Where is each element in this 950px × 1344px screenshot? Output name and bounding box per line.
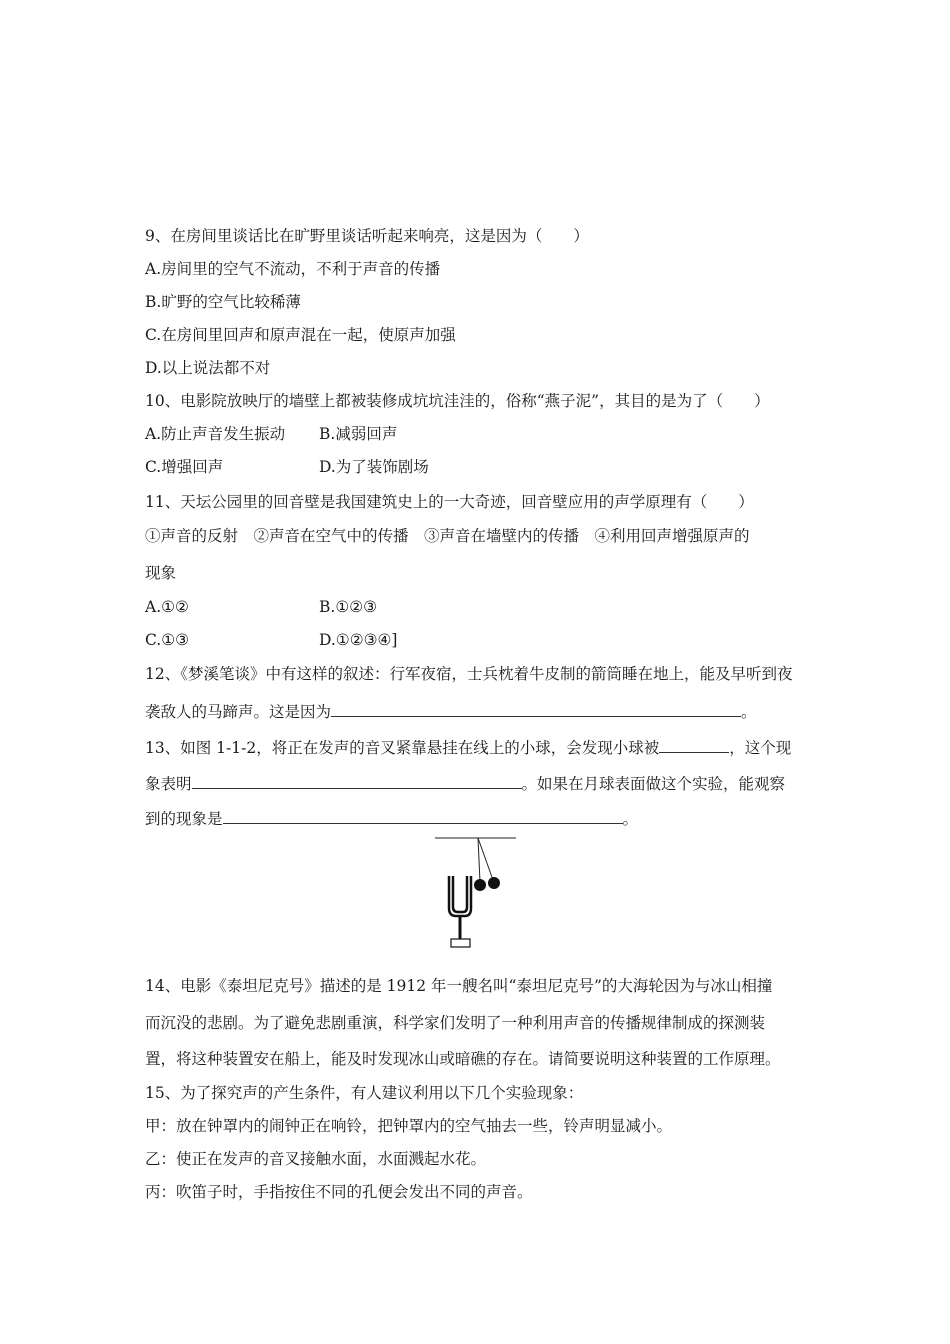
- fork-base: [451, 939, 470, 947]
- q10-options-row1: [145, 424, 398, 444]
- q15-stem: 15、为了探究声的产生条件，有人建议利用以下几个实验现象：: [145, 1084, 584, 1102]
- ball-2: [488, 877, 500, 889]
- q9-option-d: D.以上说法都不对: [145, 359, 271, 377]
- q9-option-b: B.旷野的空气比较稀薄: [145, 293, 301, 311]
- q13-line2: 象表明 。如果在月球表面做这个实验，能观察: [145, 775, 786, 793]
- q15-item-yi: 乙：使正在发声的音叉接触水面，水面溅起水花。: [145, 1150, 487, 1168]
- q13-line1: 13、如图 1-1-2，将正在发声的音叉紧靠悬挂在线上的小球，会发现小球被 ，这个现: [145, 739, 792, 757]
- ball-1: [474, 879, 486, 891]
- q11-option-c: C.①③: [145, 631, 190, 649]
- q10-option-c: C.增强回声: [145, 458, 224, 476]
- q11-option-d: D.①②③④]: [319, 631, 398, 649]
- q9-option-c: C.在房间里回声和原声混在一起，使原声加强: [145, 326, 456, 344]
- q12-answer-blank[interactable]: [331, 701, 741, 717]
- q11-option-b: B.①②③: [319, 598, 378, 616]
- tuning-fork-figure: [420, 828, 530, 952]
- thread-2: [478, 838, 493, 880]
- q9-option-a: A.房间里的空气不流动，不利于声音的传播: [145, 260, 441, 278]
- q10-options-row2: [145, 457, 429, 477]
- q11-items-cont: 现象: [145, 564, 177, 582]
- q10-option-d: D.为了装饰剧场: [319, 458, 429, 476]
- q13-blank-2[interactable]: [192, 773, 522, 789]
- q12-line2: 袭敌人的马蹄声。这是因为 。: [145, 703, 757, 721]
- tuning-fork-icon: [449, 876, 471, 916]
- q13-blank-3[interactable]: [223, 808, 623, 824]
- q11-options-row2: [145, 630, 398, 650]
- q15-item-bing: 丙：吹笛子时，手指按住不同的孔便会发出不同的声音。: [145, 1183, 533, 1201]
- q10-option-b: B.减弱回声: [319, 425, 398, 443]
- q11-options-row1: [145, 597, 378, 617]
- q14-line3: 置，将这种装置安在船上，能及时发现冰山或暗礁的存在。请简要说明这种装置的工作原理。: [145, 1050, 781, 1068]
- q9-stem: 9、在房间里谈话比在旷野里谈话听起来响亮，这是因为（ ）: [145, 227, 589, 245]
- q10-stem: 10、电影院放映厅的墙壁上都被装修成坑坑洼洼的，俗称“燕子泥”，其目的是为了（ ）: [145, 392, 770, 410]
- q13-line3: 到的现象是 。: [145, 810, 639, 828]
- q10-option-a: A.防止声音发生振动: [145, 425, 286, 443]
- q11-items: ①声音的反射 ②声音在空气中的传播 ③声音在墙壁内的传播 ④利用回声增强原声的: [145, 527, 750, 545]
- q13-blank-1[interactable]: [659, 737, 729, 753]
- q11-option-a: A.①②: [145, 598, 189, 616]
- thread-1: [478, 838, 480, 882]
- q12-line1: 12、《梦溪笔谈》中有这样的叙述：行军夜宿，士兵枕着牛皮制的箭筒睡在地上，能及早听到夜: [145, 665, 793, 683]
- q14-line1: 14、电影《泰坦尼克号》描述的是 1912 年一艘名叫“泰坦尼克号”的大海轮因为与冰山相撞: [145, 977, 773, 995]
- q14-line2: 而沉没的悲剧。为了避免悲剧重演，科学家们发明了一种利用声音的传播规律制成的探测装: [145, 1014, 766, 1032]
- q11-stem: 11、天坛公园里的回音壁是我国建筑史上的一大奇迹，回音壁应用的声学原理有（ ）: [145, 493, 754, 511]
- q15-item-jia: 甲：放在钟罩内的闹钟正在响铃，把钟罩内的空气抽去一些，铃声明显减小。: [145, 1117, 673, 1135]
